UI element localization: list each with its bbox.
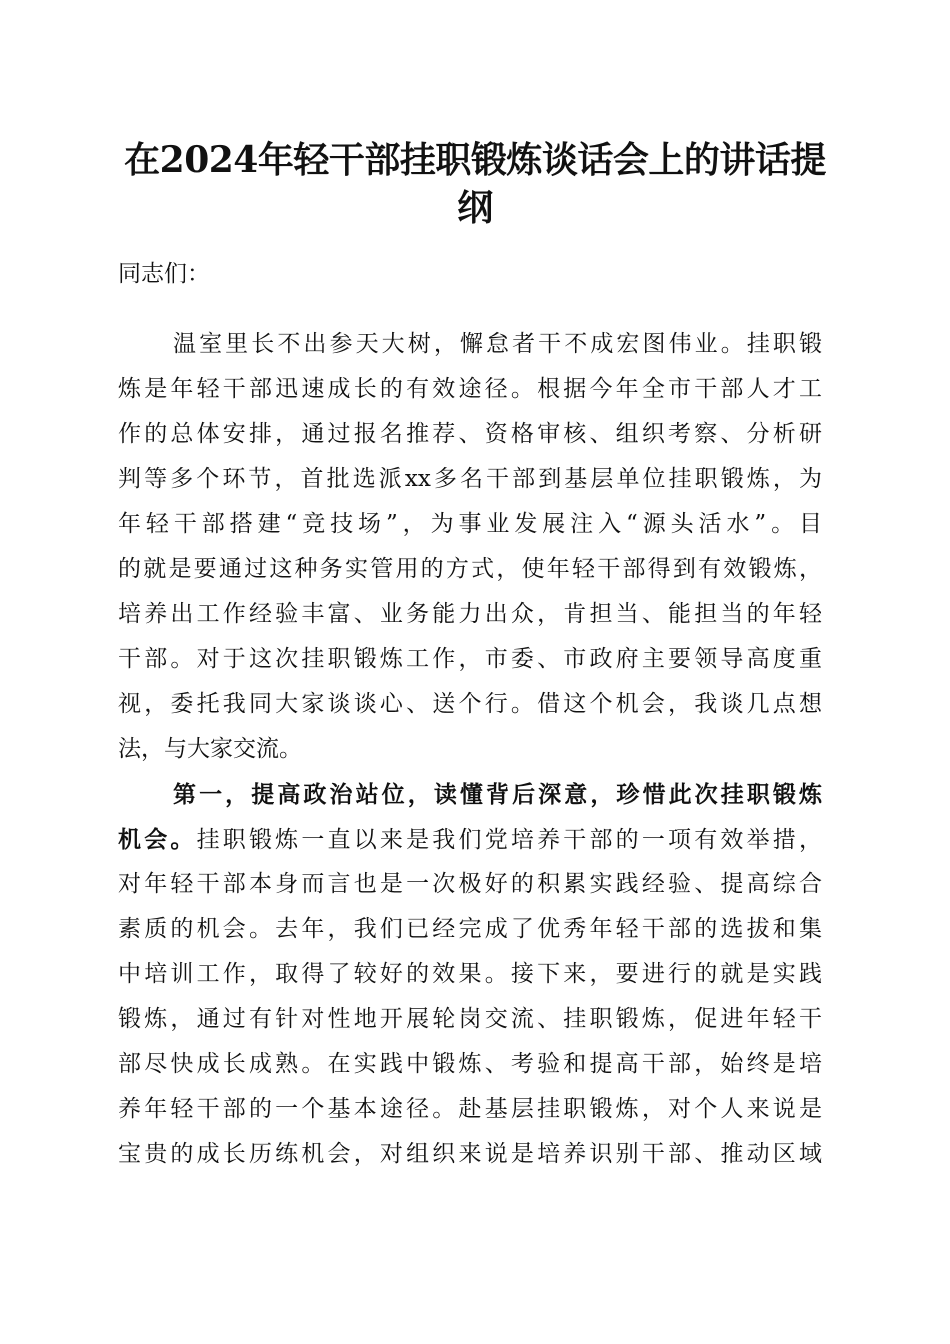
- section-1: [118, 772, 822, 1177]
- paragraph-line: 温室里长不出参天大树，懈怠者干不成宏图伟业。挂职锻: [173, 331, 822, 357]
- section-heading-tail: 机会。: [118, 826, 197, 853]
- paragraph-line: 的就是要通过这种务实管用的方式，使年轻干部得到有效锻炼，: [118, 556, 822, 582]
- paragraph-line: 视，委托我同大家谈谈心、送个行。借这个机会，我谈几点想: [118, 691, 822, 717]
- spacer: [118, 297, 822, 322]
- paragraph-intro: [118, 322, 822, 772]
- title-line-2: 纲: [457, 187, 493, 229]
- document-title: [100, 136, 850, 232]
- section-text: 挂职锻炼一直以来是我们党培养干部的一项有效举措，: [196, 827, 823, 853]
- paragraph-line: 培养出工作经验丰富、业务能力出众，肯担当、能担当的年轻: [118, 601, 822, 627]
- title-line-1: 在2024年轻干部挂职锻炼谈话会上的讲话提: [124, 139, 826, 181]
- paragraph-line: 对年轻干部本身而言也是一次极好的积累实践经验、提高综合: [118, 871, 822, 897]
- section-heading: 第一，提高政治站位，读懂背后深意，珍惜此次挂职锻炼: [173, 781, 822, 808]
- paragraph-line: 判等多个环节，首批选派xx多名干部到基层单位挂职锻炼，为: [118, 466, 822, 492]
- document-body: [118, 252, 822, 1177]
- paragraph-line: 素质的机会。去年，我们已经完成了优秀年轻干部的选拔和集: [118, 916, 822, 942]
- paragraph-line: 年轻干部搭建“竞技场”，为事业发展注入“源头活水”。目: [118, 511, 822, 537]
- paragraph-line: 锻炼，通过有针对性地开展轮岗交流、挂职锻炼，促进年轻干: [118, 1006, 822, 1032]
- paragraph-line: 宝贵的成长历练机会，对组织来说是培养识别干部、推动区域: [118, 1141, 822, 1167]
- paragraph-line: 养年轻干部的一个基本途径。赴基层挂职锻炼，对个人来说是: [118, 1096, 822, 1122]
- salutation: 同志们：: [118, 261, 210, 287]
- paragraph-line: 干部。对于这次挂职锻炼工作，市委、市政府主要领导高度重: [118, 646, 822, 672]
- paragraph-line: 炼是年轻干部迅速成长的有效途径。根据今年全市干部人才工: [118, 376, 822, 402]
- paragraph-line: 作的总体安排，通过报名推荐、资格审核、组织考察、分析研: [118, 421, 822, 447]
- paragraph-line: [118, 817, 822, 862]
- paragraph-line: 中培训工作，取得了较好的效果。接下来，要进行的就是实践: [118, 961, 822, 987]
- paragraph-line: 部尽快成长成熟。在实践中锻炼、考验和提高干部，始终是培: [118, 1051, 822, 1077]
- paragraph-line: 法，与大家交流。: [118, 736, 302, 762]
